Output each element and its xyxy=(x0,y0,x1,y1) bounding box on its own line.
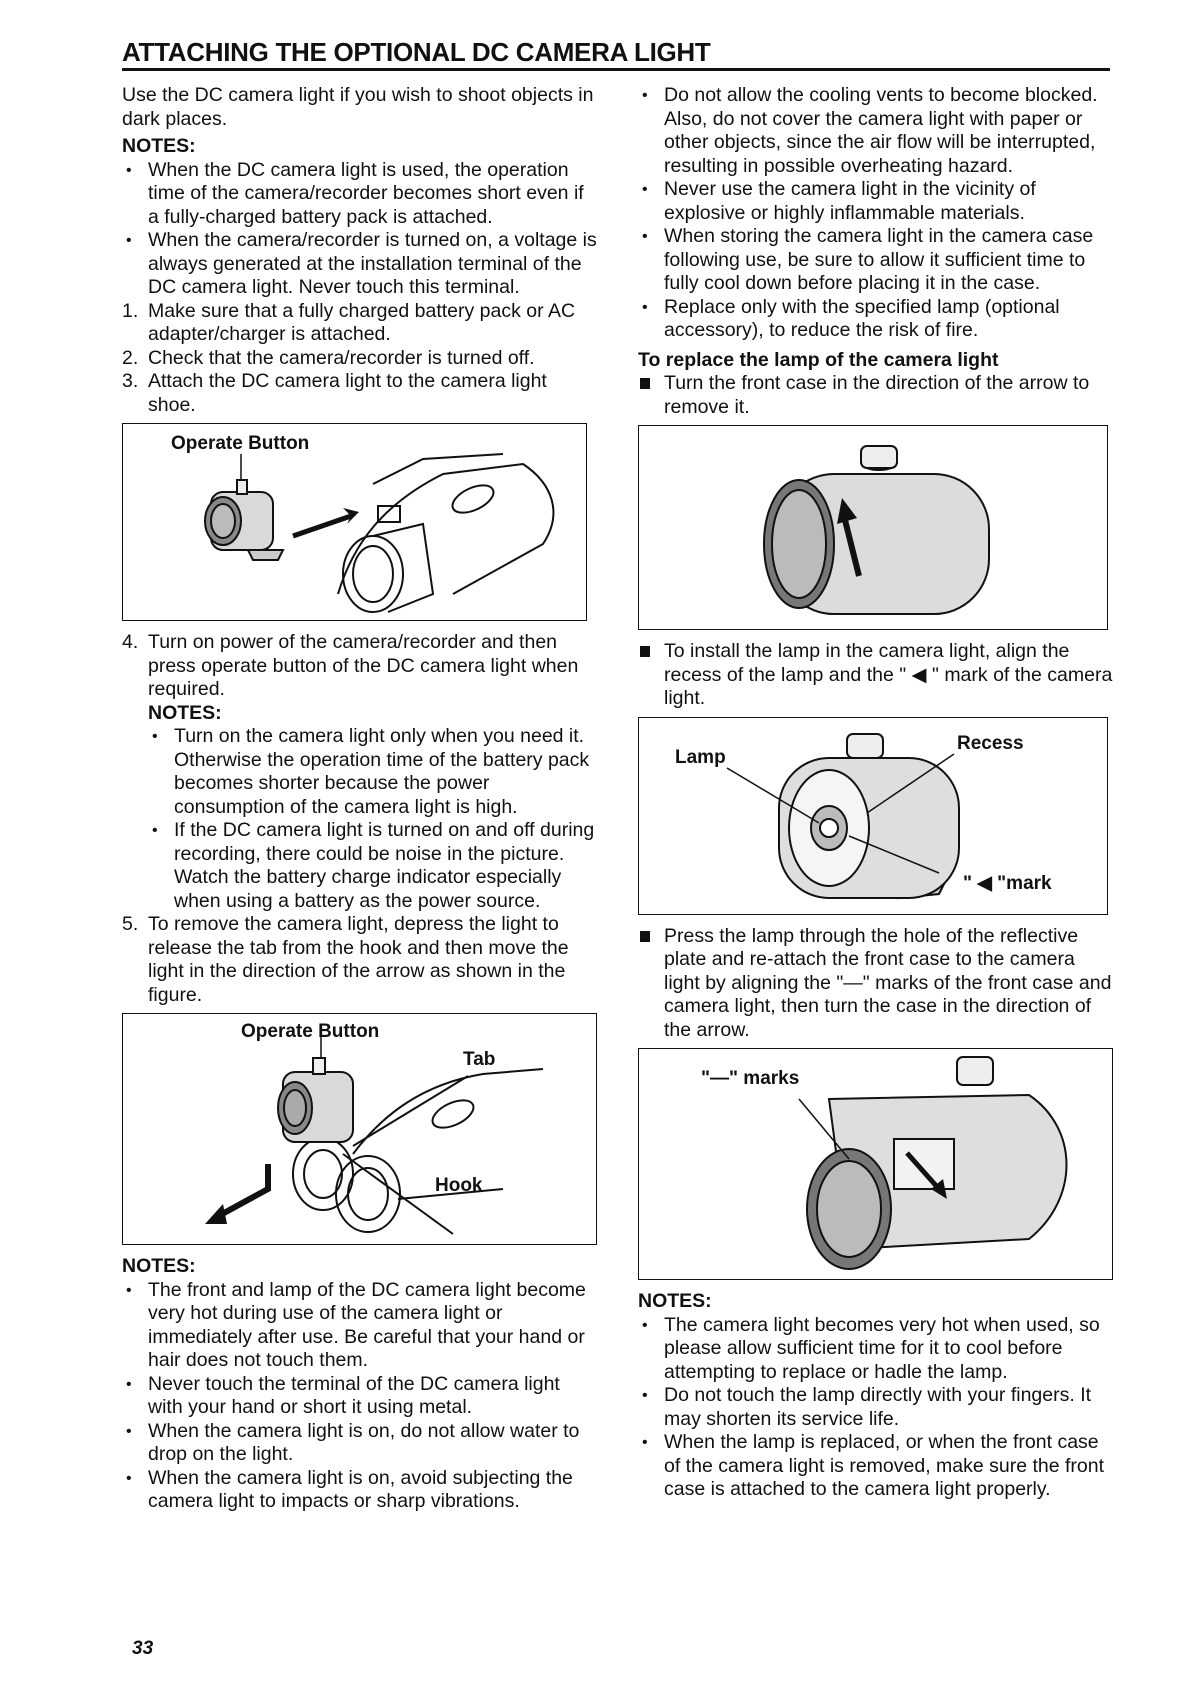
note-item: • When the DC camera light is used, the operation time of the camera/recorder becomes short even if a fully-charged battery pack is attached. xyxy=(122,159,597,230)
note-item: • When the lamp is replaced, or when the front case of the camera light is removed, make sure the front case is attached to the camera light properly. xyxy=(638,1431,1113,1502)
steps-list xyxy=(122,913,597,1007)
step4-notes xyxy=(122,702,597,914)
note-item: • When the camera/recorder is turned on, a voltage is always generated at the installation terminal of the DC camera light. Never touch this terminal. xyxy=(122,229,597,300)
step-item: 3. Attach the DC camera light to the camera light shoe. xyxy=(122,370,547,416)
page-title: ATTACHING THE OPTIONAL DC CAMERA LIGHT xyxy=(122,37,711,67)
note-item: • When the camera light is on, avoid subjecting the camera light to impacts or sharp vibrations. xyxy=(122,1467,597,1514)
steps-list xyxy=(122,300,597,418)
step-item: 1. Make sure that a fully charged battery pack or AC adapter/charger is attached. xyxy=(122,299,576,345)
notes-list xyxy=(122,159,597,300)
figure-attach-light xyxy=(122,423,587,621)
note-item: • When the camera light is on, do not allow water to drop on the light. xyxy=(122,1420,597,1467)
note-item: • Never use the camera light in the vicinity of explosive or highly inflammable materials. xyxy=(638,178,1113,225)
marks-label: "—" marks xyxy=(701,1068,800,1089)
note-item: • When storing the camera light in the camera case following use, be sure to allow it sufficient time to fully cool down before placing it in the case. xyxy=(638,225,1113,296)
notes-heading: NOTES: xyxy=(148,701,222,724)
notes-list xyxy=(122,1279,597,1514)
replace-lamp-heading: To replace the lamp of the camera light xyxy=(638,348,999,371)
page-number: 33 xyxy=(132,1638,154,1659)
operate-button-label: Operate Button xyxy=(241,1021,380,1042)
replace-step: Turn the front case in the direction of the arrow to remove it. xyxy=(638,372,1113,419)
notes-list xyxy=(148,725,597,913)
remove-light-illustration xyxy=(123,1014,598,1246)
mark-label: " ◀ "mark xyxy=(963,872,1052,894)
hook-label: Hook xyxy=(435,1175,483,1196)
note-item: • Do not allow the cooling vents to become blocked. Also, do not cover the camera light with paper or other objects, since the air flow will be interrupted, resulting in possible overheating hazard. xyxy=(638,84,1113,178)
right-column xyxy=(638,84,1113,1502)
figure-remove-front-case xyxy=(638,425,1108,630)
step-item: 4. Turn on power of the camera/recorder and then press operate button of the DC camera light when required. xyxy=(122,631,579,700)
steps-list xyxy=(122,631,597,702)
note-item: • Turn on the camera light only when you need it. Otherwise the operation time of the battery pack becomes shorter because the power consumption of the camera light is high. xyxy=(148,725,597,819)
note-item: • Replace only with the specified lamp (optional accessory), to reduce the risk of fire. xyxy=(638,296,1113,343)
tab-label: Tab xyxy=(463,1049,496,1070)
note-item: • Never touch the terminal of the DC camera light with your hand or short it using metal. xyxy=(122,1373,597,1420)
figure-install-lamp xyxy=(638,717,1108,915)
operate-button-label: Operate Button xyxy=(171,433,310,454)
notes-heading: NOTES: xyxy=(638,1290,712,1312)
note-item: • Do not touch the lamp directly with your fingers. It may shorten its service life. xyxy=(638,1384,1113,1431)
front-case-illustration xyxy=(639,426,1109,631)
notes-list xyxy=(638,1314,1113,1502)
step-item: 2. Check that the camera/recorder is turned off. xyxy=(122,346,535,369)
note-item: • If the DC camera light is turned on and off during recording, there could be noise in the picture. Watch the battery charge indicator especially when using a battery as the power source. xyxy=(148,819,597,913)
intro-text: Use the DC camera light if you wish to shoot objects in dark places. xyxy=(122,84,594,130)
title-rule xyxy=(122,68,1110,71)
notes-list xyxy=(638,84,1113,343)
left-column xyxy=(122,84,597,1514)
lamp-label: Lamp xyxy=(675,746,726,768)
figure-reattach-case xyxy=(638,1048,1113,1280)
figure-remove-light xyxy=(122,1013,597,1245)
notes-heading: NOTES: xyxy=(122,1255,196,1277)
replace-step: To install the lamp in the camera light, align the recess of the lamp and the " ◀ " mark of the camera light. xyxy=(638,640,1113,711)
notes-heading: NOTES: xyxy=(122,135,196,157)
note-item: • The camera light becomes very hot when used, so please allow sufficient time for it to cool before attempting to replace or hadle the lamp. xyxy=(638,1314,1113,1385)
note-item: • The front and lamp of the DC camera light become very hot during use of the camera light or immediately after use. Be careful that your hand or hair does not touch them. xyxy=(122,1279,597,1373)
recess-label: Recess xyxy=(957,732,1024,754)
replace-step: Press the lamp through the hole of the reflective plate and re-attach the front case to the camera light by aligning the "—" marks of the front case and camera light, then turn the case in the direction of the arrow. xyxy=(638,925,1113,1043)
step-item: 5. To remove the camera light, depress the light to release the tab from the hook and then move the light in the direction of the arrow as shown in the figure. xyxy=(122,913,569,1006)
